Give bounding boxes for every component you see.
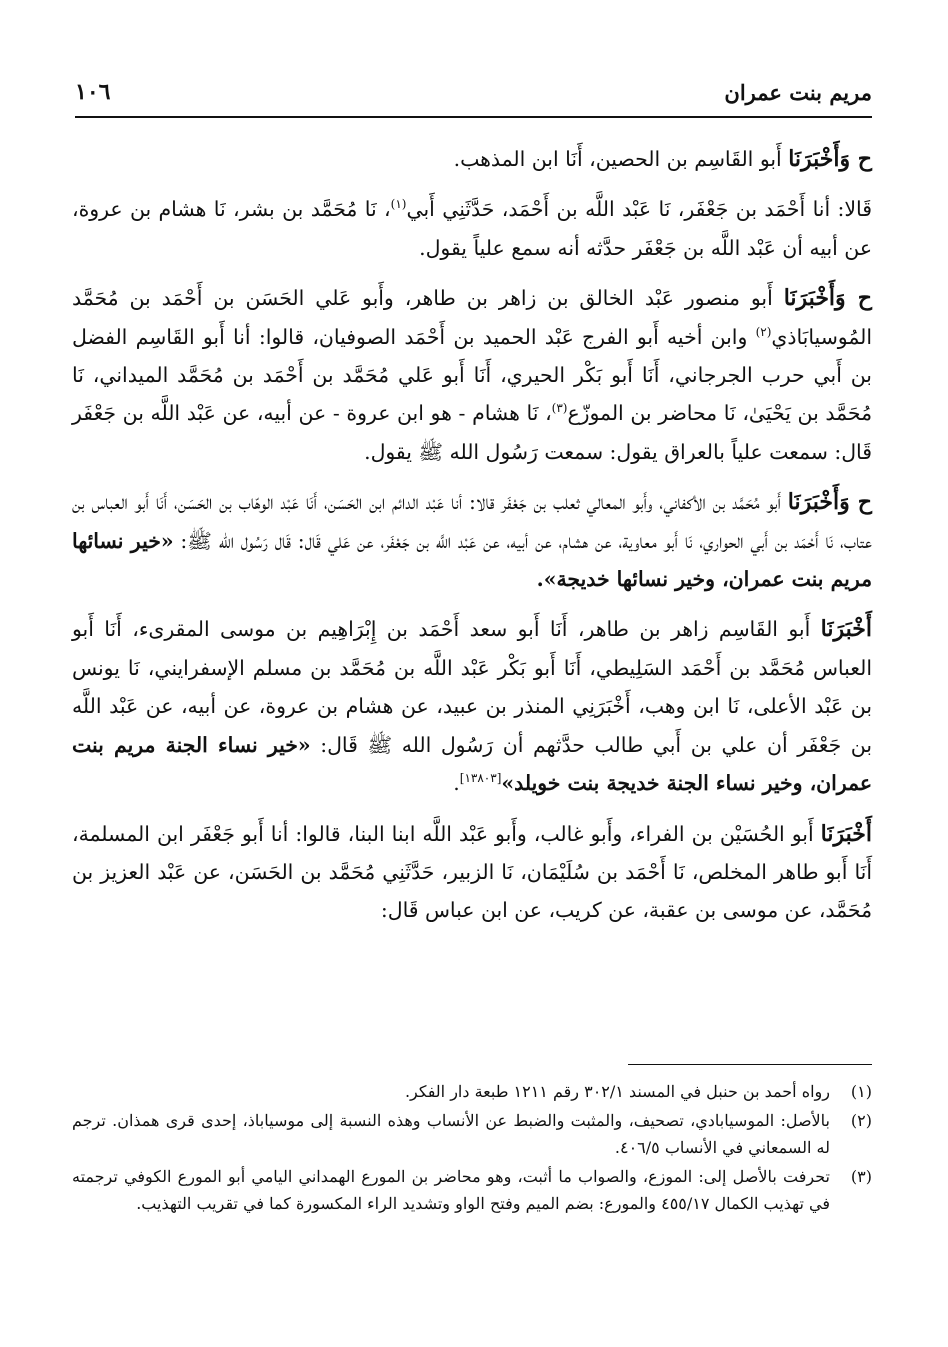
paragraph-text-cont: . [453, 771, 460, 796]
paragraph-text-cont: وابن أخيه أَبو الفرج عَبْد الحميد بن أَحْمَد الصوفيان، قالوا: أنا أَبو القَاسِم الفضل بن أَبي حرب الجرجاني، أَنَا أَبو بَكْر الحيري، أَنَا أَبو عَلي مُحَمَّد بن أَحْمَد بن مُحَمَّد الميداني، نَا مُحَمَّد بن يَحْيَىٰ، نَا محاضر بن الموزّع [72, 324, 872, 426]
footnote-text: بالأصل: الموسيابادي، تصحيف، والمثبت والضبط عن الأنساب وهذه النسبة إلى موسياباذ، إحدى قرى همذان. ترجم له السمعاني في الأنساب ٤٠٦/٥. [72, 1111, 830, 1157]
hadith-quote: «خير نساء الجنة مريم بنت عمران، وخير نساء الجنة خديجة بنت خويلد» [72, 732, 872, 796]
paragraph-text: أَبو مُحَمَّد بن الأكفاني، وأَبو المعالي ثعلب بن جَعْفَر قالا: أنا عَبْد الدائم ابن الحَسَن، أَنَا عَبْد الوهّاب بن الحَسَن، أَنَا أَبو العباس بن عتاب، نَا أَحْمَد بن أَبي الحواري، نَا أَبو معاوية، عن هشام، عن أبيه، عن عَبْد اللَّه بن جَعْفَر، عن عَلي قَال: قَال رَسُول الله ﷺ: [72, 490, 873, 553]
running-title: مريم بنت عمران [724, 79, 872, 105]
paragraph-lead: ح وَأَخْبَرَنَا [787, 489, 872, 516]
footnote-3 [72, 1163, 872, 1217]
paragraph-text: قَالا: أنا أَحْمَد بن جَعْفَر، نَا عَبْد اللَّه بن أَحْمَد، حَدَّثَنِي أَبي [406, 197, 873, 222]
paragraph-5 [72, 610, 872, 802]
footnote-text: رواه أحمد بن حنبل في المسند ٣٠٢/١ رقم ١٢١١ طبعة دار الفكر. [404, 1082, 830, 1101]
footnote-number: (٢) [850, 1111, 872, 1130]
paragraph-text: أَبو القَاسِم زاهر بن طاهر، أَنَا أَبو سعد أَحْمَد بن إِبْرَاهِيم بن موسى المقرىء، أَنَا أَبو العباس مُحَمَّد بن أَحْمَد السَلِيطي، أَنَا أَبو بَكْر عَبْد اللَّه بن مُحَمَّد بن مسلم الإسفرايني، نَا يونس بن عَبْد الأعلى، نَا ابن وهب، أَخْبَرَنِي المنذر بن عبيد، عن هشام بن عروة، عن أبيه، عن عَبْد اللَّه بن جَعْفَر أن علي بن أَبي طالب حدَّثهم أن رَسُول الله ﷺ قَال: [72, 617, 873, 757]
footnote-2 [72, 1107, 872, 1161]
paragraph-text: أَبو القَاسِم بن الحصين، أَنَا ابن المذهب. [453, 147, 789, 171]
footnote-ref: (١) [390, 197, 407, 212]
footnote-divider [628, 1064, 872, 1065]
paragraph-text: أَبو منصور عَبْد الخالق بن زاهر بن طاهر، وأَبو عَلي الحَسَن بن أَحْمَد بن مُحَمَّد المُوسيابَاذي [72, 286, 872, 349]
footnotes [72, 1078, 872, 1219]
footnote-ref: (٣) [551, 401, 568, 416]
footnote-text: تحرفت بالأصل إلى: الموزع، والصواب ما أثبت، وهو محاضر بن المورع الهمداني اليامي أبو المورع الكوفي ترجمته في تهذيب الكمال ٤٥٥/١٧ والمورع: بضم الميم وفتح الواو وتشديد الراء المكسورة كما في تقريب التهذيب. [72, 1167, 830, 1213]
paragraph-2 [72, 190, 872, 267]
page-header [75, 74, 872, 110]
page-number: ١٠٦ [75, 79, 111, 105]
paragraph-3 [72, 279, 872, 471]
paragraph-text-cont: ، نَا مُحَمَّد بن بشر، نَا هشام بن عروة، عن أبيه أن عَبْد اللَّه بن جَعْفَر حدَّثه أنه سمع علياً يقول. [72, 197, 872, 260]
footnote-number: (٣) [850, 1167, 872, 1186]
paragraph-4 [72, 483, 872, 598]
paragraph-text: أَبو الحُسَيْن بن الفراء، وأَبو غالب، وأَبو عَبْد اللَّه ابنا البنا، قالوا: أنا أَبو جَعْفَر ابن المسلمة، أَنَا أَبو طاهر المخلص، نَا أَحْمَد بن سُلَيْمَان، نَا الزبير، حَدَّثَنِي مُحَمَّد بن الحَسَن، عن عَبْد العزيز بن مُحَمَّد، عن موسى بن عقبة، عن كريب، عن ابن عباس قَال: [72, 821, 872, 923]
footnote-ref: (٢) [755, 324, 772, 339]
footnote-1 [72, 1078, 872, 1105]
paragraph-lead: ح وَأَخْبَرَنَا [788, 146, 872, 172]
paragraph-text-cont: ، نَا هشام - هو ابن عروة - عن أبيه، عن عَبْد اللَّه بن جَعْفَر قَال: سمعت علياً بالعراق يقول: سمعت رَسُول الله ﷺ يقول. [72, 401, 872, 464]
paragraph-6 [72, 815, 872, 930]
header-divider [75, 116, 872, 118]
hadith-quote: «خير نسائها مريم بنت عمران، وخير نسائها خديجة». [72, 528, 872, 592]
hadith-number: [١٣٨٠٣] [459, 771, 502, 786]
paragraph-lead: أَخْبَرَنَا [820, 820, 872, 847]
paragraph-lead: ح وَأَخْبَرَنَا [783, 285, 872, 312]
footnote-number: (١) [850, 1082, 872, 1101]
paragraph-1 [72, 140, 872, 178]
paragraph-lead: أَخْبَرَنَا [820, 616, 872, 643]
main-text [72, 140, 872, 942]
